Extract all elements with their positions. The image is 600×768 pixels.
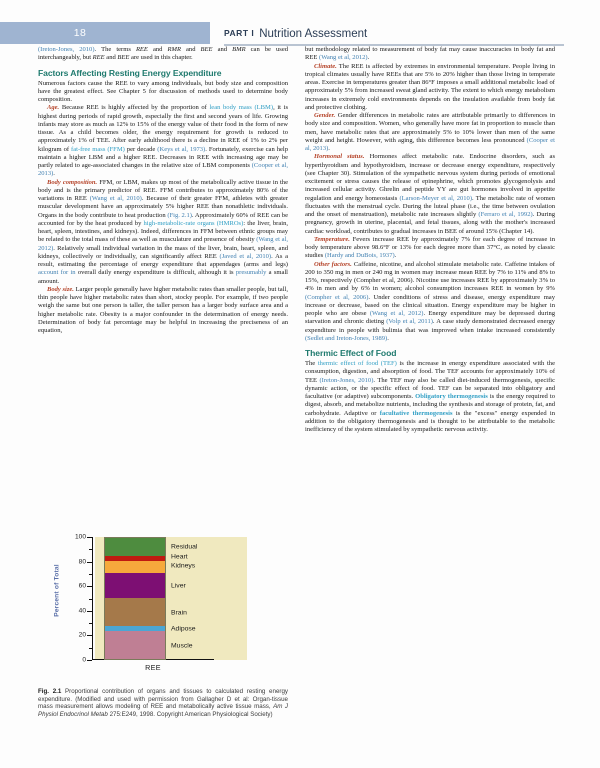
segment-label-muscle: Muscle <box>171 642 193 650</box>
y-axis-tick <box>87 611 92 612</box>
paragraph-continuation: (Ireton-Jones, 2010). The terms REE and RMR and BEE and BMR can be used interchangeably, but REE and BEE are used in this chapter. <box>38 46 289 62</box>
paragraph-age: Age. Because REE is highly affected by the proportion of lean body mass (LBM), it is highest during periods of rapid growth, especially the first and second years of life. Growing infants may store as much as 12% to 15% of the energy value of their food in the form of new tissue. As a child becomes older, the energy requirement for growth is reduced to approximately 1% of TEE. After early adulthood there is a decline in REE of 1% to 2% per kilogram of fat-free mass (FFM) per decade (Keys et al, 1973). Fortunately, exercise can help maintain a higher LBM and a higher REE. Decreases in REE with increasing age may be partly related to age-associated changes in the relative size of LBM components (Cooper et al, 2013). <box>38 104 288 178</box>
runin-body-size: Body size. <box>47 285 74 293</box>
paragraph-body-size: Body size. Larger people generally have higher metabolic rates than smaller people, but tall, thin people have higher metabolic rates than short, stocky people. For example, if two people weigh the same but one person is taller, the taller person has a larger body surface area and a higher metabolic rate. Obesity is a major confounder in the determination of energy needs. Determination of body fat percentage may be helpful in increasing the preciseness of an equation, <box>38 285 288 334</box>
runin-temperature: Temperature. <box>314 235 350 243</box>
y-tick-0: 0 <box>82 656 86 664</box>
figure-2-1 <box>38 535 288 718</box>
runin-body-composition: Body composition. <box>47 178 98 186</box>
paragraph-hormonal-status: Hormonal status. Hormones affect metabolic rate. Endocrine disorders, such as hyperthyroidism and hypothyroidism, increase or decrease energy expenditure, respectively (see Chapter 30). Stimulation of the sympathetic nervous system during periods of emotional excitement or stress causes the release of epinephrine, which promotes glycogenolysis and increased cellular activity. Ghrelin and peptide YY are gut hormones involved in appetite regulation and energy homeostasis (Larson-Meyer et al, 2010). The metabolic rate of women fluctuates with the menstrual cycle. During the luteal phase (i.e., the time between ovulation and the onset of menstruation), metabolic rate increases slightly (Ferraro et al, 1992). During pregnancy, growth in uterine, placental, and fetal tissues, along with the mother's increased cardiac workload, contributes to gradual increases in BEE of around 15% (Chapter 14). <box>305 153 556 235</box>
right-column <box>305 46 555 434</box>
y-tick-40: 40 <box>78 607 86 615</box>
y-axis-minor-tick <box>89 599 92 600</box>
paragraph-tef: The thermic effect of food (TEF) is the increase in energy expenditure associated with the consumption, digestion, and absorption of food. The TEF accounts for approximately 10% of TEE (Ireton-Jones, 2010). The TEF may also be called diet-induced thermogenesis, specific dynamic action, or the specific effect of food. TEF can be separated into obligatory and facultative (or adaptive) subcomponents. Obligatory thermogenesis is the energy required to digest, absorb, and metabolize nutrients, including the synthesis and storage of protein, fat, and carbohydrate. Adaptive or facultative thermogenesis is the "excess" energy expended in addition to the obligatory thermogenesis and is thought to be attributable to the metabolic inefficiency of the system stimulated by sympathetic nervous activity. <box>305 360 555 433</box>
x-axis-label: REE <box>145 663 161 672</box>
bar-segment-residual <box>105 537 165 556</box>
part-label: PART I <box>224 28 255 38</box>
heading-thermic-effect-of-food: Thermic Effect of Food <box>305 348 397 358</box>
y-tick-80: 80 <box>78 558 86 566</box>
figure-caption-tail: 275:E249, 1998. Copyright American Physiological Society) <box>109 710 273 718</box>
y-axis-tick <box>87 537 92 538</box>
y-axis-line <box>92 537 93 660</box>
running-head-title <box>224 22 367 44</box>
y-axis-minor-tick <box>89 574 92 575</box>
y-axis-tick <box>87 660 92 661</box>
paragraph-body-composition: Body composition. FFM, or LBM, makes up most of the metabolically active tissue in the body and is the primary predictor of REE. FFM contributes to approximately 80% of the variations in REE (Wang et al, 2010). Because of their greater FFM, athletes with greater muscular development have an approximately 5% higher REE than nonathletic individuals. Organs in the body contribute to heat production (Fig. 2.1). Approximately 60% of REE can be accounted for by the heat produced by high-metabolic-rate organs (HMROs): the liver, brain, heart, spleen, intestines, and kidneys). Indeed, differences in FFM between ethnic groups may be related to the total mass of these as well as musculature and presence of obesity (Wang et al, 2012). Relatively small individual variation in the mass of the liver, brain, heart, spleen, and kidneys, collectively or individually, can significantly affect REE (Javed et al, 2010). As a result, estimating the percentage of energy expenditure that appendages (arms and legs) account for in overall daily energy expenditure is difficult, although it is presumably a small amount. <box>38 178 288 285</box>
bar-segment-heart <box>105 556 165 561</box>
stacked-bar <box>104 537 166 660</box>
bar-segment-liver <box>105 573 165 598</box>
y-tick-100: 100 <box>74 533 86 541</box>
paragraph-other-factors: Other factors. Caffeine, nicotine, and alcohol stimulate metabolic rate. Caffeine intakes of 200 to 350 mg in men or 240 mg in women may increase mean REE by 7% to 11% and 8% to 15%, respectively (Compher et al, 2006). Nicotine use increases REE by approximately 3% to 4% in men and by 6% in women; alcohol consumption increases REE in women by 9% (Compher et al, 2006). Under conditions of stress and disease, energy expenditure may increase or decrease, based on the clinical situation. Energy expenditure may be higher in people who are obese (Wang et al, 2012). Energy expenditure may be depressed during starvation and chronic dieting (Volp et al, 2011). A case study demonstrated decreased energy expenditure in people with bulimia that was improved when intake increased consistently (Sedlet and Ireton-Jones, 1989). <box>305 260 555 342</box>
segment-label-adipose: Adipose <box>171 625 196 633</box>
bar-segment-adipose <box>105 626 165 631</box>
figure-caption <box>38 688 288 718</box>
figure-number: Fig. 2.1 <box>38 688 62 695</box>
segment-label-liver: Liver <box>171 582 186 590</box>
section-title: Nutrition Assessment <box>259 28 368 40</box>
segment-label-heart: Heart <box>171 553 188 561</box>
y-axis-title: Percent of Total <box>53 564 61 617</box>
runin-climate: Climate. <box>314 62 337 70</box>
y-tick-20: 20 <box>78 631 86 639</box>
runin-gender: Gender. <box>314 112 336 119</box>
bar-segment-muscle <box>105 631 165 659</box>
bar-segment-kidneys <box>105 561 165 573</box>
paragraph-climate: Climate. The REE is affected by extremes in environmental temperature. People living in tropical climates usually have REEs that are 5% to 20% higher than those living in temperate areas. Exercise in temperatures greater than 86°F imposes a small additional metabolic load of approximately 5% from increased sweat gland activity. The extent to which energy metabolism increases in extremely cold environments depends on the insulation available from body fat and protective clothing. <box>305 62 555 111</box>
left-column <box>38 46 288 335</box>
running-head <box>0 22 600 44</box>
paragraph-gender: Gender. Gender differences in metabolic rates are attributable primarily to differences in body size and composition. Women, who generally have more fat in proportion to muscle than men, have metabolic rates that are approximately 5% to 10% lower than men of the same weight and height. However, with aging, this difference becomes less pronounced (Cooper et al, 2013). <box>305 112 555 152</box>
folio-band <box>0 22 210 44</box>
y-axis-tick-labels <box>54 535 90 662</box>
segment-label-kidneys: Kidneys <box>171 562 196 570</box>
paragraph-body-size-continued: but methodology related to measurement of body fat may cause inaccuracies in body fat and REE (Wang et al, 2012). <box>305 46 555 62</box>
y-axis-minor-tick <box>89 549 92 550</box>
segment-label-brain: Brain <box>171 609 187 617</box>
y-tick-60: 60 <box>78 582 86 590</box>
runin-hormonal-status: Hormonal status. <box>314 153 365 161</box>
bar-segment-brain <box>105 598 165 626</box>
page-number: 18 <box>73 27 87 39</box>
stacked-bar-chart <box>38 535 288 680</box>
y-axis-minor-tick <box>89 623 92 624</box>
figure-caption-text: Proportional contribution of organs and tissues to calculated resting energy expenditure. (Modified and used with permission from Gallagher D et al: Organ-tissue mass measurement allows modeling of REE and metabolically active tissue mass, <box>38 688 288 711</box>
paragraph-temperature: Temperature. Fevers increase REE by approximately 7% for each degree of increase in body temperature above 98.6°F or 13% for each degree more than 37°C, as noted by classic studies (Hardy and DuBois, 1937). <box>305 235 555 260</box>
y-axis-tick <box>87 562 92 563</box>
paragraph-intro: Numerous factors cause the REE to vary among individuals, but body size and composition have the greatest effect. See Chapter 5 for discussion of methods used to determine body composition. <box>38 79 288 103</box>
runin-other-factors: Other factors. <box>314 260 352 268</box>
y-axis-minor-tick <box>89 648 92 649</box>
runin-age: Age. <box>47 104 60 112</box>
y-axis-tick <box>87 586 92 587</box>
y-axis-tick <box>87 635 92 636</box>
figure-caption-journal: Am J Physiol Endocrinol Metab <box>38 703 288 718</box>
segment-label-residual: Residual <box>171 543 198 551</box>
heading-factors-affecting-ree: Factors Affecting Resting Energy Expenditure <box>38 67 222 78</box>
